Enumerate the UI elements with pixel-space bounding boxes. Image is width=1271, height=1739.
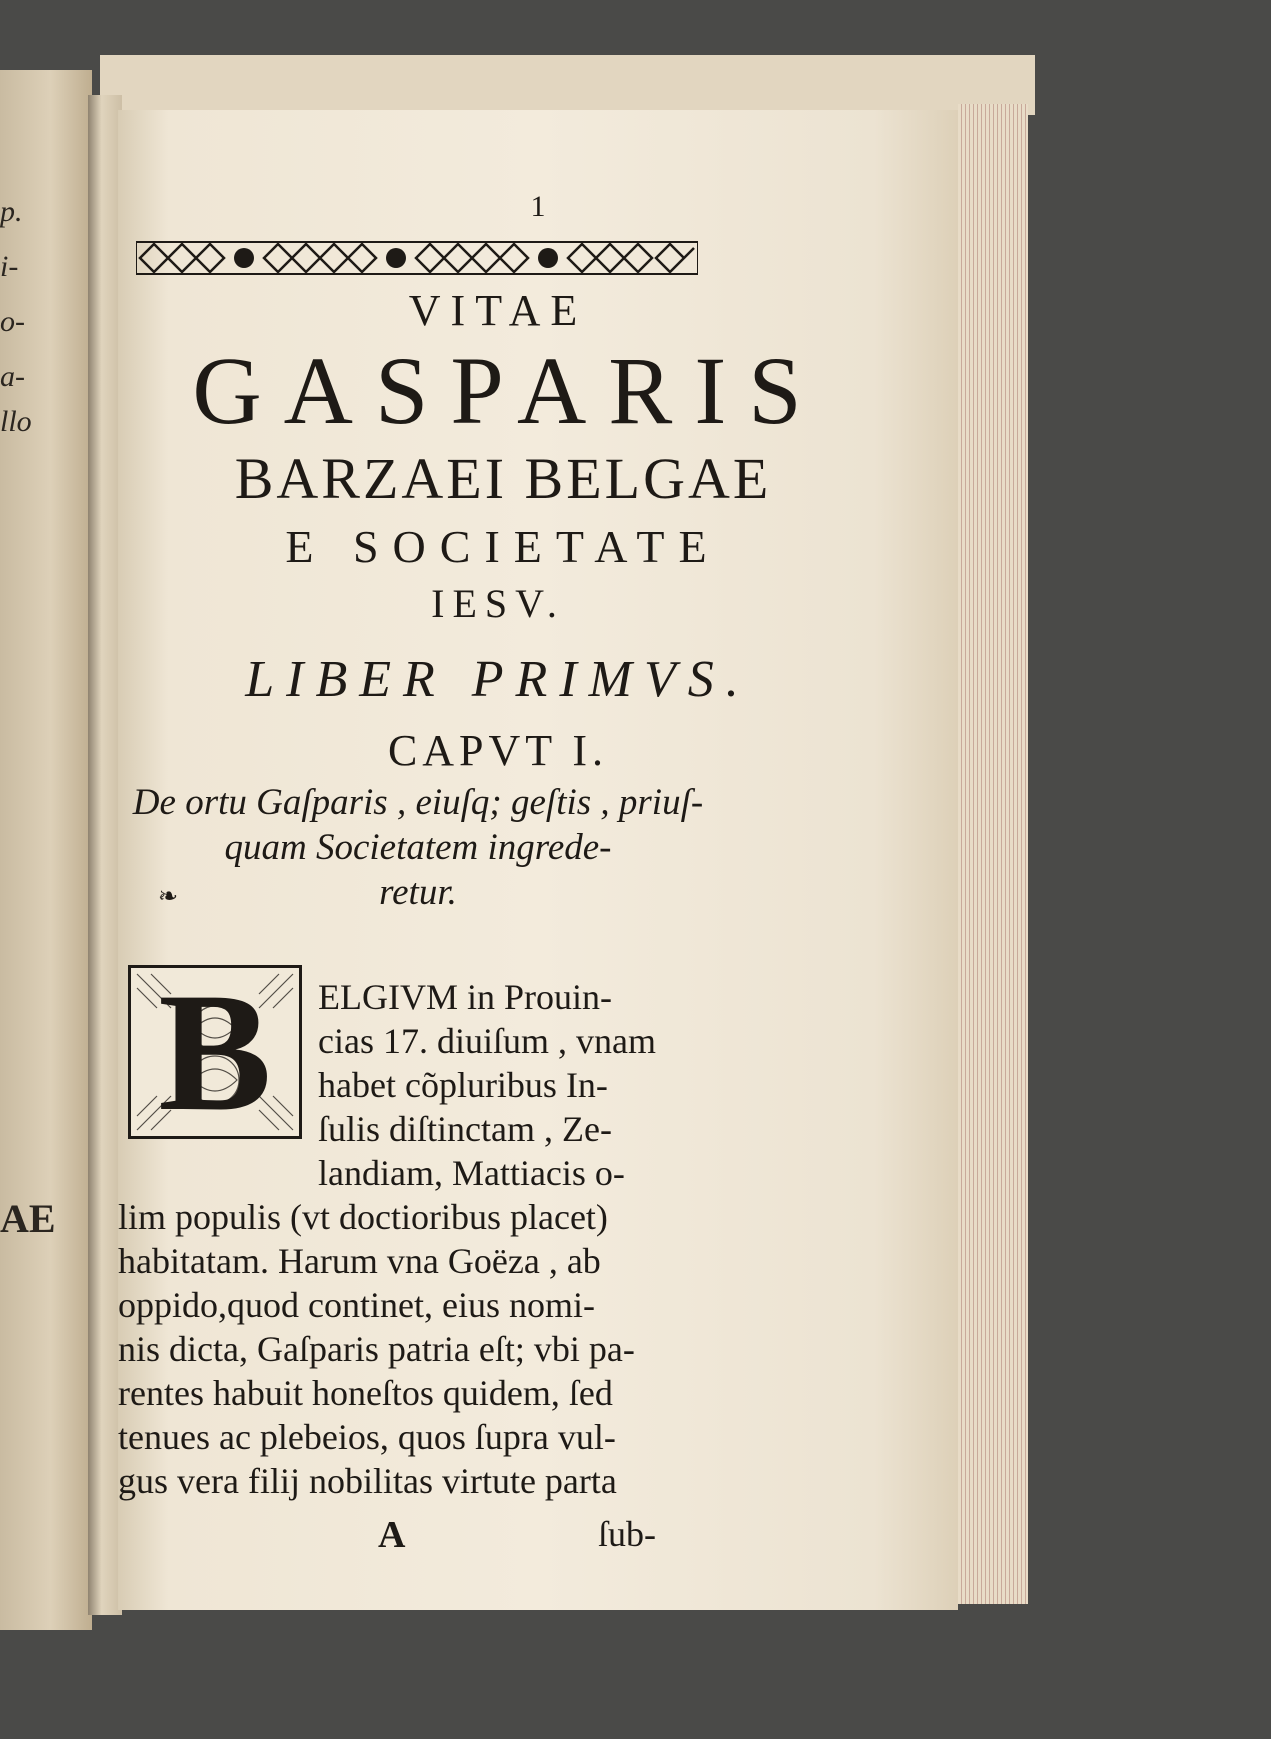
text-line: habet cõpluribus In- — [318, 1065, 608, 1105]
text-line: tenues ac plebeios, quos ſupra vul- — [118, 1417, 616, 1457]
chapter-heading: CAPVT I. — [387, 726, 609, 775]
left-fragment: o- — [0, 305, 25, 338]
text-line: gus vera filij nobilitas virtute parta — [118, 1461, 617, 1501]
text-line: nis dicta, Gaſparis patria eſt; vbi pa- — [118, 1329, 635, 1369]
left-fragment: a- — [0, 360, 25, 393]
flourish-ornament: ❧ — [158, 882, 179, 910]
title-line-iesv: IESV. — [431, 581, 565, 626]
initial-letter: B — [158, 958, 272, 1146]
text-line: rentes habuit honeſtos quidem, ſed — [118, 1373, 613, 1413]
text-line: lim populis (vt doctioribus placet) — [118, 1197, 608, 1237]
left-fragment: p. — [0, 195, 23, 228]
book-heading: LIBER PRIMVS. — [245, 651, 751, 708]
page-content — [118, 110, 958, 1610]
title-line-barzaei: BARZAEI BELGAE — [234, 446, 772, 511]
title-line-gasparis: GASPARIS — [192, 337, 824, 444]
text-line: ſulis diſtinctam , Ze- — [318, 1109, 612, 1149]
catchword: ſub- — [598, 1514, 656, 1554]
chapter-title-line: quam Societatem ingrede- — [224, 827, 612, 868]
text-line: cias 17. diuiſum , vnam — [318, 1021, 656, 1061]
text-line: ELGIVM in Prouin- — [318, 977, 612, 1017]
left-fragment: llo — [0, 405, 32, 438]
text-line: oppido,quod continet, eius nomi- — [118, 1285, 595, 1325]
left-fragment-ae: AE — [0, 1196, 56, 1241]
chapter-title-line: retur. — [379, 872, 457, 913]
signature-mark: A — [378, 1514, 406, 1556]
text-line: landiam, Mattiacis o- — [318, 1153, 625, 1193]
decorated-initial — [128, 958, 302, 1146]
page-edges — [958, 104, 1028, 1604]
chapter-title-line: De ortu Gaſparis , eiuſq; geſtis , priuſ- — [132, 782, 704, 823]
title-line-vitae: VITAE — [408, 286, 588, 335]
left-fragment: i- — [0, 250, 19, 283]
book-cover-top — [100, 55, 1035, 115]
title-line-societate: E SOCIETATE — [285, 521, 721, 572]
text-line: habitatam. Harum vna Goëza , ab — [118, 1241, 601, 1281]
ornament-band — [136, 238, 698, 278]
page-number: 1 — [530, 190, 546, 223]
